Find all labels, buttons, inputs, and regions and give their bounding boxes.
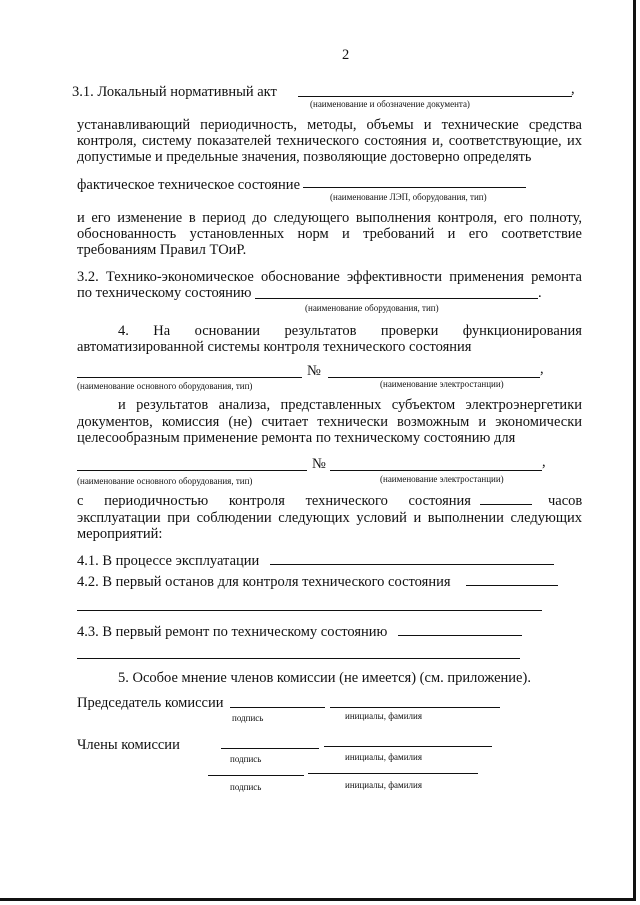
members-label: Члены комиссии	[77, 737, 180, 753]
equipment-type-caption: (наименование оборудования, тип)	[305, 303, 439, 313]
section-3-1-line-2: контроля, систему показателей технического состояния и, соответствующие, их	[77, 133, 582, 149]
section-4-number: 4.	[118, 323, 129, 339]
chair-label: Председатель комиссии	[77, 695, 224, 711]
section-3-1-after-2: обоснованность установленных норм и требований и его соответствие	[77, 226, 582, 242]
chair-sign-blank	[230, 707, 325, 708]
section-3-1-line-1: устанавливающий периодичность, методы, объемы и технические средства	[77, 117, 582, 133]
section-3-1-after-1: и его изменение в период до следующего выполнения контроля, его полноту,	[77, 210, 582, 226]
fact-state-blank	[303, 187, 526, 188]
fact-state-label: фактическое техническое состояние	[77, 177, 301, 193]
station-caption-1: (наименование электростанции)	[380, 379, 504, 389]
item-4-2-blank	[466, 585, 558, 586]
period-line-2: эксплуатации при соблюдении следующих условий и выполнении следующих	[77, 510, 582, 526]
section-4-line-2: автоматизированной системы контроля технического состояния	[77, 339, 472, 355]
equipment-blank-1	[77, 377, 302, 378]
section-3-2-line-2: по техническому состоянию	[77, 285, 252, 301]
equipment-caption-2: (наименование основного оборудования, тип)	[77, 476, 253, 486]
chair-name-blank	[330, 707, 500, 708]
number-sign-1: №	[307, 363, 321, 379]
equipment-blank-2	[77, 470, 307, 471]
word: технического	[305, 493, 388, 509]
sign-caption: подпись	[230, 782, 262, 792]
section-3-1-after-3: требованиям Правил ТОиР.	[77, 242, 247, 258]
word: результатов	[284, 323, 357, 339]
member-1-sign-blank	[221, 748, 319, 749]
comma: ,	[571, 81, 575, 97]
section-5: 5. Особое мнение членов комиссии (не имеется) (см. приложение).	[118, 670, 531, 686]
comma: ,	[540, 361, 544, 377]
member-2-sign-blank	[208, 775, 304, 776]
item-4-2-blank-2	[77, 610, 542, 611]
word: состояния	[408, 493, 471, 509]
name-caption: инициалы, фамилия	[345, 752, 422, 762]
item-4-1: 4.1. В процессе эксплуатации	[77, 553, 260, 569]
item-4-3-blank-2	[77, 658, 520, 659]
period-line-1	[77, 492, 471, 511]
item-4-3-blank	[398, 635, 522, 636]
document-name-blank	[298, 96, 572, 97]
station-caption-2: (наименование электростанции)	[380, 474, 504, 484]
word: проверки	[380, 323, 439, 339]
name-caption: инициалы, фамилия	[345, 711, 422, 721]
section-4-line-1	[118, 323, 582, 340]
station-blank-1	[328, 377, 540, 378]
word: периодичностью	[104, 493, 209, 509]
word: с	[77, 493, 84, 509]
number-sign-2: №	[312, 456, 326, 472]
hours-label: часов	[548, 493, 583, 509]
section-3-1-line-3: допустимые и предельные значения, позволяющие достоверно определять	[77, 149, 532, 165]
sign-caption: подпись	[232, 713, 264, 723]
analysis-line-1: и результатов анализа, представленных субъектом электроэнергетики	[118, 397, 582, 413]
section-3-2-line-1: 3.2. Технико-экономическое обоснование эффективности применения ремонта	[77, 269, 582, 285]
hours-blank	[480, 504, 532, 505]
analysis-line-3: целесообразным применение ремонта по техническому состоянию для	[77, 430, 516, 446]
word: функционирования	[462, 323, 582, 339]
fact-state-caption: (наименование ЛЭП, оборудования, тип)	[330, 192, 487, 202]
name-caption: инициалы, фамилия	[345, 780, 422, 790]
analysis-line-2: документов, комиссия (не) считает технически возможным и экономически	[77, 414, 582, 430]
word: основании	[194, 323, 261, 339]
word: На	[153, 323, 171, 339]
section-3-1-label: 3.1. Локальный нормативный акт	[72, 84, 277, 100]
sign-caption: подпись	[230, 754, 262, 764]
period-line-3: мероприятий:	[77, 526, 163, 542]
item-4-2: 4.2. В первый останов для контроля технического состояния	[77, 574, 451, 590]
station-blank-2	[330, 470, 542, 471]
page-number: 2	[342, 47, 350, 63]
document-name-caption: (наименование и обозначение документа)	[310, 99, 470, 109]
period: .	[538, 285, 542, 301]
item-4-1-blank	[270, 564, 554, 565]
equipment-type-blank	[255, 298, 538, 299]
word: контроля	[228, 493, 285, 509]
member-1-name-blank	[324, 746, 492, 747]
equipment-caption-1: (наименование основного оборудования, тип)	[77, 381, 253, 391]
comma: ,	[542, 454, 546, 470]
member-2-name-blank	[308, 773, 478, 774]
item-4-3: 4.3. В первый ремонт по техническому состоянию	[77, 624, 388, 640]
